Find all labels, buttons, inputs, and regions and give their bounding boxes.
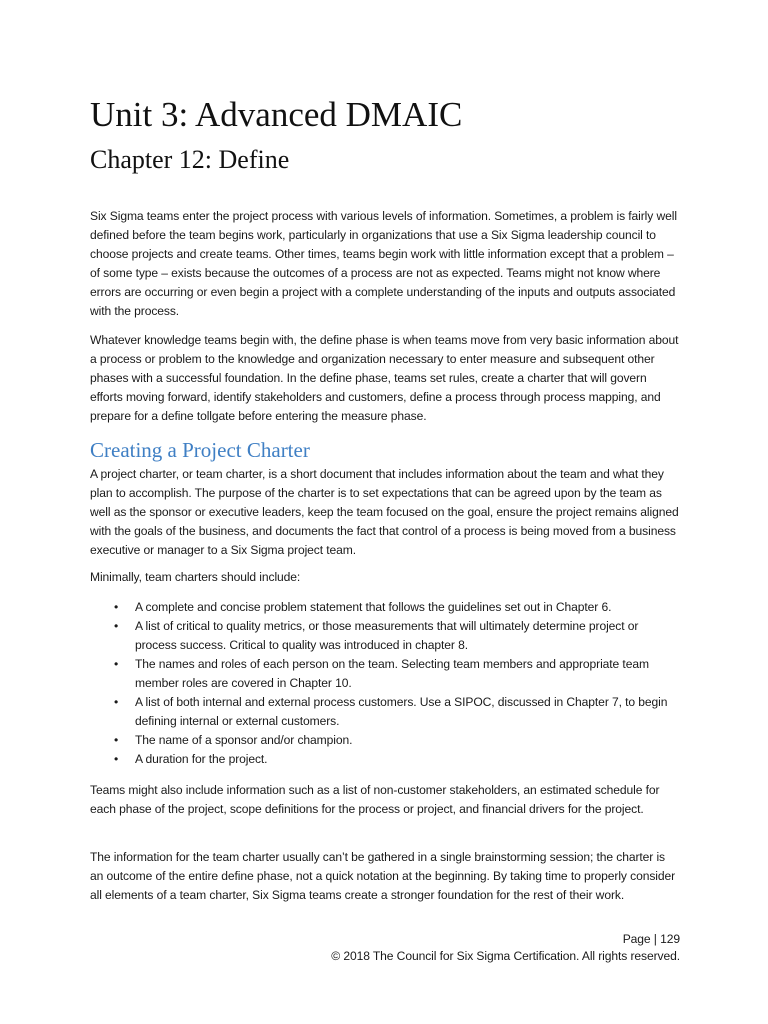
intro-paragraph-1: Six Sigma teams enter the project process with various levels of information. Sometimes, a problem is fairly well defined before the team begins work, particularly in organizations that use a Six Sigma leadership council to choose projects and create teams. Other times, teams begin work with little information except that a problem – of some type – exists because the outcomes of a process are not as expected. Teams might not know where errors are occurring or even begin a project with a complete understanding of the inputs and outputs associated with the process. [90, 209, 677, 318]
list-item-text: The names and roles of each person on the team. Selecting team members and appropriate team member roles are covered in Chapter 10. [135, 657, 649, 690]
intro-paragraph-2: Whatever knowledge teams begin with, the define phase is when teams move from very basic information about a process or problem to the knowledge and organization necessary to enter measure and subsequent other phases with a successful foundation. In the define phase, teams set rules, create a charter that will govern efforts moving forward, identify stakeholders and customers, define a process through process mapping, and prepare for a define tollgate before entering the measure phase. [90, 333, 679, 423]
charter-paragraph-2: Minimally, team charters should include: [90, 570, 301, 584]
bullet-icon: • [114, 600, 119, 614]
list-item [90, 617, 680, 655]
unit-title: Unit 3: Advanced DMAIC [90, 95, 463, 134]
bullet-icon: • [114, 619, 119, 633]
document-page [90, 0, 680, 1024]
list-item [90, 750, 680, 769]
list-item [90, 598, 680, 617]
list-item [90, 731, 680, 750]
chapter-title: Chapter 12: Define [90, 145, 290, 174]
charter-paragraph-3: Teams might also include information such as a list of non-customer stakeholders, an estimated schedule for each phase of the project, scope definitions for the process or project, and financial drivers for the project. [90, 783, 660, 816]
page-footer [331, 931, 680, 965]
charter-paragraph-1: A project charter, or team charter, is a short document that includes information about the team and what they plan to accomplish. The purpose of the charter is to set expectations that can be agreed upon by the team as well as the sponsor or executive leaders, keep the team focused on the goal, ensure the project remains aligned with the goals of the business, and documents the fact that control of a process is being moved from a business executive or manager to a Six Sigma project team. [90, 467, 679, 557]
copyright-notice: © 2018 The Council for Six Sigma Certification. All rights reserved. [331, 949, 680, 963]
list-item-text: The name of a sponsor and/or champion. [135, 733, 353, 747]
list-item [90, 693, 680, 731]
bullet-icon: • [114, 752, 119, 766]
list-item-text: A list of critical to quality metrics, or those measurements that will ultimately determine project or process success. Critical to quality was introduced in chapter 8. [135, 619, 639, 652]
list-item-text: A complete and concise problem statement that follows the guidelines set out in Chapter 6. [135, 600, 612, 614]
bullet-icon: • [114, 733, 119, 747]
bullet-icon: • [114, 695, 119, 709]
bullet-icon: • [114, 657, 119, 671]
charter-paragraph-4: The information for the team charter usually can’t be gathered in a single brainstorming session; the charter is an outcome of the entire define phase, not a quick notation at the beginning. By taking time to properly consider all elements of a team charter, Six Sigma teams create a stronger foundation for the rest of their work. [90, 850, 676, 902]
charter-requirements-list [90, 598, 680, 769]
section-heading: Creating a Project Charter [90, 438, 310, 462]
list-item-text: A duration for the project. [135, 752, 268, 766]
page-number: Page | 129 [622, 932, 680, 946]
list-item [90, 655, 680, 693]
list-item-text: A list of both internal and external process customers. Use a SIPOC, discussed in Chapter 7, to begin defining internal or external customers. [135, 695, 668, 728]
